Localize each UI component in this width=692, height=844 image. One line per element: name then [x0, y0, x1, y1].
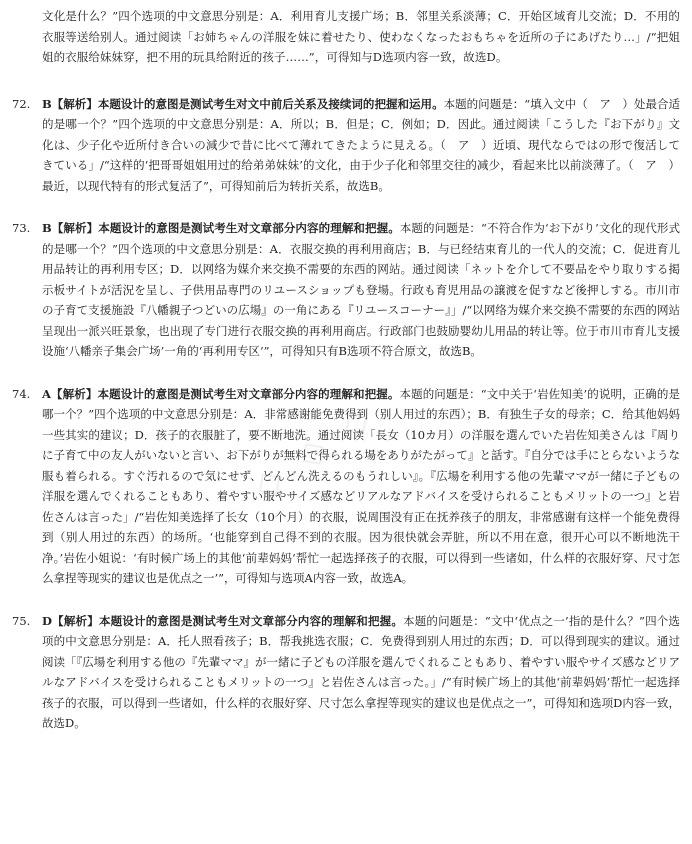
watermark: ◇ ◇ ◇: [246, 393, 384, 507]
question-number: 72.: [12, 96, 31, 111]
answer-heading: B【解析】本题设计的意图是测试考生对文中前后关系及接续词的把握和运用。: [42, 96, 444, 111]
answer-heading: D【解析】本题设计的意图是测试考生对文章部分内容的理解和把握。: [42, 613, 404, 628]
explanation-body: [42, 384, 680, 589]
answer-heading: A【解析】本题设计的意图是测试考生对文章部分内容的理解和把握。: [42, 386, 400, 401]
explanation-text: 本题的问题是：“文中‘优点之一’指的是什么？”四个选项的中文意思分别是：A．托人照看孩子；B．帮我挑选衣服；C．免费得到别人用过的东西；D．可以得到现实的建议。通过阅读「『広場を利用する他の『先輩ママ』が一緒に子どもの洋服を選んでくれることもあり、着やすい服やサイズ感などリアルなアドバイスを受けられることもメリットの一つ』と岩佐さんは言った。」/“有时候广场上的其他‘前辈妈妈’帮忙一起选择孩子的衣服，可以得到一些诸如，什么样的衣服好穿、尺寸怎么拿捏等现实的建议也是优点之一”，可得知和选项D内容一致，故选D。: [42, 613, 680, 730]
question-number: 75.: [12, 613, 31, 628]
explanation-text: 本题的问题是：“文中关于‘岩佐知美’的说明，正确的是哪一个？”四个选项的中文意思分别是：A．非常感谢能免费得到（别人用过的东西）；B．有独生子女的母亲；C．给其他妈妈一些其实的建议；D．孩子的衣服脏了，要不断地洗。通过阅读「長女（10カ月）の洋服を選んでいた岩佐知美さんは『周りに子育て中の友人がいないと言い、お下がりが無料で得られる場をありがたがって』と話す。『自分では手にとらないような服も着られる。すぐ汚れるので気にせず、どんどん洗えるのもうれしい』。『広場を利用する他の先輩ママが一緒に子どもの洋服を選んでくれることもあり、着やすい服やサイズ感などリアルなアドバイスを受けられることもメリットの一つ』と岩佐さんは言った」/“岩佐知美选择了长女（10个月）的衣服，说周围没有正在抚养孩子的朋友，非常感谢有这样一个能免费得到（别人用过的东西）的场所。‘也能穿到自己得不到的衣服。因为很快就会弄脏，所以不用在意，很开心可以不断地洗干净。’岩佐小姐说：‘有时候广场上的其他‘前辈妈妈’帮忙一起选择孩子的衣服，可以得到一些诸如，什么样的衣服好穿、尺寸怎么拿捏等现实的建议也是优点之一’”，可得知与选项A内容一致，故选A。: [42, 386, 681, 585]
intro-paragraph: 文化是什么？”四个选项的中文意思分别是：A．利用育儿支援广场；B．邻里关系淡薄；C．开始区域育儿交流；D．不用的衣服等送给别人。通过阅读「お姉ちゃんの洋服を妹に着せたり、使わなくなったおもちゃを近所の子にあげたり…」/“把姐姐的衣服给妹妹穿，把不用的玩具给附近的孩子……”，可得知与D选项内容一致，故选D。: [42, 9, 680, 64]
explanation-body: [42, 94, 680, 197]
explanation-item-72: [12, 94, 680, 197]
explanation-text: 本题的问题是：“填入文中（ ア ）处最合适的是哪一个？”四个选项的中文意思分别是：A．所以；B．但是；C．例如；D．因此。通过阅读「こうした『お下がり』文化は、少子化や近所付き合いの減少で昔に比べて薄れてきたように見える。（ ア ）近頃、現代ならではの形で復活してきている」/“这样的‘把哥哥姐姐用过的给弟弟妹妹’的文化，由于少子化和邻里交往的减少，看起来比以前淡薄了。（ ア ）最近，以现代特有的形式复活了”，可得知前后为转折关系，故选B。: [42, 96, 680, 193]
question-number: 74.: [12, 386, 31, 401]
question-number: 73.: [12, 221, 31, 235]
explanation-item-74: [12, 384, 680, 589]
explanation-body: [42, 218, 680, 362]
answer-heading: B【解析】本题设计的意图是测试考生对文章部分内容的理解和把握。: [42, 221, 400, 235]
explanation-item-75: [12, 611, 680, 734]
explanation-body: [42, 611, 680, 734]
explanation-text: 本题的问题是：“不符合作为‘お下がり’文化的现代形式的是哪一个？”四个选项的中文意思分别是：A．衣服交换的再利用商店；B．与已经结束育儿的一代人的交流；C．促进育儿用品转让的再利用专区；D．以网络为媒介来交换不需要的东西的网站。通过阅读「ネットを介して不要品をやり取りする掲示板サイトが活況を呈し、子供用品専門のリユースショップも登場。行政も育児用品の譲渡を促すなど後押しする。市川市の子育て支援施設『八幡親子つどいの広場』の一角にある『リユースコーナー』」/“以网络为媒介来交换不需要的东西的网站呈现出一派兴旺景象，也出现了专门进行衣服交换的再利用商店。行政部门也鼓励婴幼儿用品的转让等。位于市川市育儿支援设施‘八幡亲子集会广场’一角的‘再利用专区’”，可得知只有B选项不符合原文，故选B。: [42, 221, 681, 358]
explanation-item-73: [12, 218, 680, 362]
